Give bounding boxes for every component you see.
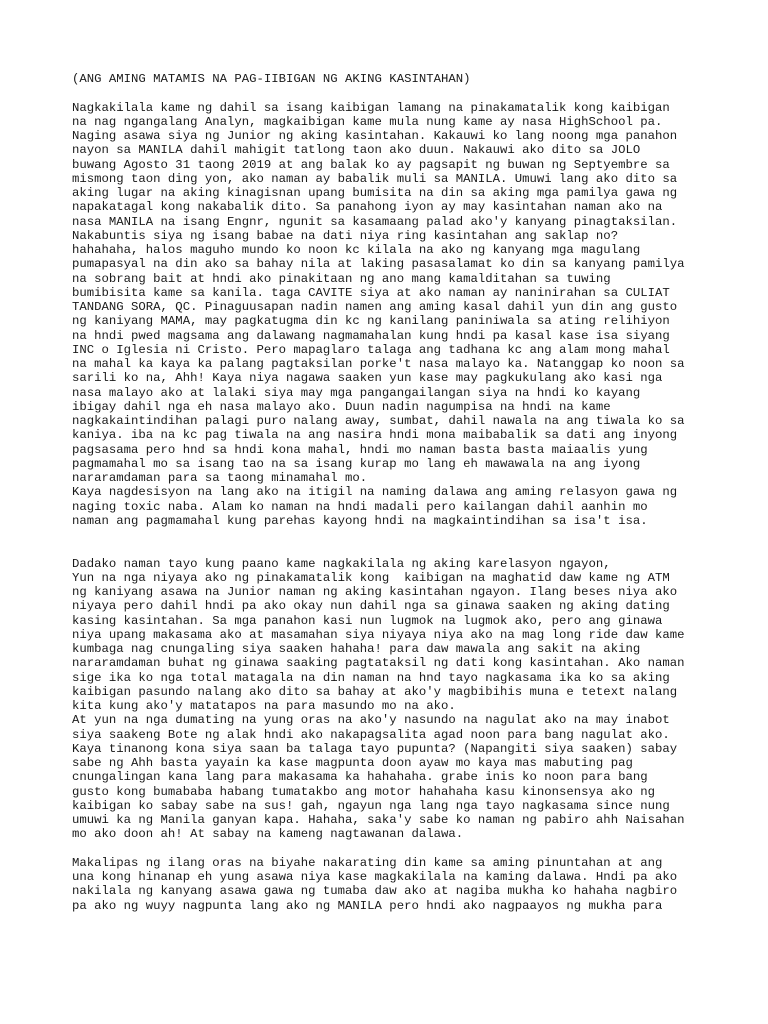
- text-line: pumapasyal na din ako sa bahay nila at laking pasasalamat ko din sa kanyang pamilya: [72, 257, 685, 272]
- text-line: niya upang makasama ako at masamahan siya niyaya niya ako na mag long ride daw kame: [72, 627, 685, 642]
- document-body: [72, 72, 732, 913]
- text-line: napakatagal kong nakabalik dito. Sa panahong iyon ay may kasintahan naman ako na: [72, 200, 663, 215]
- text-line: sarili ko na, Ahh! Kaya niya nagawa saaken yun kase may pagkukulang ako kasi nga: [72, 371, 663, 386]
- text-line: gusto kong bumababa habang tumatakbo ang motor hahahaha kasu kinonsensya ako ng: [72, 784, 655, 799]
- document-paragraphs: [72, 101, 732, 913]
- text-line: hahahaha, halos maguho mundo ko noon kc kilala na ako ng kanyang mga magulang: [72, 243, 641, 257]
- text-line: mismong taon ding yon, ako naman ay babalik muli sa MANILA. Umuwi lang ako dito sa: [72, 171, 678, 186]
- text-line: kasing kasintahan. Sa mga panahon kasi nun lugmok na lugmok ako, pero ang ginawa: [72, 613, 663, 628]
- text-line: nasa MANILA na isang Engnr, ngunit sa kasamaang palad ako'y kanyang pinagtaksilan.: [72, 214, 678, 229]
- text-line: At yun na nga dumating na yung oras na ako'y nasundo na nagulat ako na may inabot: [72, 713, 670, 728]
- document-title: (ANG AMING MATAMIS NA PAG-IIBIGAN NG AKING KASINTAHAN): [72, 72, 471, 86]
- text-line: Kaya tinanong kona siya saan ba talaga tayo pupunta? (Napangiti siya saaken) sabay: [72, 741, 678, 756]
- text-line: pa ako ng wuyy nagpunta lang ako ng MANILA pero hndi ako nagpaayos ng mukha para: [72, 898, 663, 913]
- text-line: na sobrang bait at hndi ako pinakitaan ng ano mang kamalditahan sa tuwing: [72, 271, 611, 286]
- text-line: sabe ng Ahh basta yayain ka kase magpunta doon ayaw mo kaya mas mabuting pag: [72, 756, 633, 770]
- text-line: kita kung ako'y matatapos na para masundo mo na ako.: [72, 699, 456, 713]
- paragraph: [72, 856, 732, 913]
- text-line: ng kaniyang MAMA, may pagkatugma din kc ng kanilang paniniwala sa ating relihiyon: [72, 314, 670, 329]
- text-line: nararamdaman para sa taong minamahal mo.: [72, 471, 368, 485]
- text-line: buwang Agosto 31 taong 2019 at ang balak ko ay pagsapit ng buwan ng Septyembre sa: [72, 157, 670, 172]
- text-line: kaibigan pasundo nalang ako dito sa bahay at ako'y magbibihis muna e tetext nalang: [72, 684, 678, 699]
- text-line: Makalipas ng ilang oras na biyahe nakarating din kame sa aming pinuntahan at ang: [72, 855, 663, 870]
- paragraph: [72, 101, 732, 529]
- text-line: siya saakeng Bote ng alak hndi ako nakapagsalita agad noon para bang nagulat ako.: [72, 727, 670, 742]
- text-line: na hndi pwed magsama ang dalawang nagmamahalan kung hndi pa kasal kase isa siyang: [72, 328, 670, 343]
- text-line: Nakabuntis siya ng isang babae na dati niya ring kasintahan ang saklap no?: [72, 228, 619, 243]
- text-line: aking lugar na aking kinagisnan upang bumisita na din sa aking mga pamilya gawa ng: [72, 186, 678, 200]
- text-line: una kong hinanap eh yung asawa niya kase magkakilala na kaming dalawa. Hndi pa ako: [72, 870, 678, 884]
- text-line: Kaya nagdesisyon na lang ako na itigil na naming dalawa ang aming relasyon gawa ng: [72, 485, 678, 500]
- text-line: sige ika ko nga total matagala na din naman na hnd tayo nagkasama ika ko sa aking: [72, 670, 670, 685]
- text-line: na nag ngangalang Analyn, magkaibigan kame mula nung kame ay nasa HighSchool pa.: [72, 114, 663, 129]
- text-line: pagmamahal mo sa isang tao na sa isang kurap mo lang eh mawawala na ang iyong: [72, 456, 641, 471]
- text-line: umuwi ka ng Manila ganyan kapa. Hahaha, saka'y sabe ko naman ng pabiro ahh Naisahan: [72, 813, 685, 827]
- paragraph: [72, 557, 732, 842]
- paragraph-gap: [72, 542, 732, 556]
- text-line: pagsasama pero hnd sa hndi kona mahal, hndi mo naman basta basta maiaalis yung: [72, 442, 648, 457]
- text-line: ibigay dahil nga eh nasa malayo ako. Duun nadin nagumpisa na hndi na kame: [72, 399, 611, 414]
- text-line: Dadako naman tayo kung paano kame nagkakilala ng aking karelasyon ngayon,: [72, 556, 611, 571]
- text-line: naman ang pagmamahal kung parehas kayong hndi na magkaintindihan sa isa't isa.: [72, 513, 648, 528]
- paragraph-gap: [72, 842, 732, 856]
- text-line: kaibigan ko sabay sabe na sus! gah, ngayun nga lang nga tayo nagkasama since nung: [72, 798, 670, 813]
- paragraph-gap: [72, 528, 732, 542]
- text-line: nararamdaman buhat ng ginawa saaking pagtataksil ng dati kong kasintahan. Ako naman: [72, 656, 685, 671]
- text-line: nagkakaintindihan palagi puro nalang away, sumbat, dahil nawala na ang tiwala ko sa: [72, 414, 685, 428]
- text-line: niyaya pero dahil hndi pa ako okay nun dahil nga sa ginawa saaken ng aking dating: [72, 599, 670, 614]
- text-line: cnungalingan kana lang para makasama ka hahahaha. grabe inis ko noon para bang: [72, 770, 648, 785]
- text-line: Yun na nga niyaya ako ng pinakamatalik kong kaibigan na maghatid daw kame ng ATM: [72, 570, 670, 585]
- text-line: Naging asawa siya ng Junior ng aking kasintahan. Kakauwi ko lang noong mga panahon: [72, 129, 678, 143]
- text-line: INC o Iglesia ni Cristo. Pero mapaglaro talaga ang tadhana kc ang alam mong mahal: [72, 342, 670, 357]
- text-line: Nagkakilala kame ng dahil sa isang kaibigan lamang na pinakamatalik kong kaibigan: [72, 100, 670, 115]
- text-line: kumbaga nag cnungaling siya saaken hahaha! para daw mawala ang sakit na aking: [72, 642, 641, 656]
- text-line: ng kaniyang asawa na Junior naman ng aking kasintahan ngayon. Ilang beses niya ako: [72, 585, 678, 599]
- text-line: nayon sa MANILA dahil mahigit tatlong taon ako duun. Nakauwi ako dito sa JOLO: [72, 143, 641, 158]
- text-line: TANDANG SORA, QC. Pinaguusapan nadin namen ang aming kasal dahil yun din ang gusto: [72, 300, 678, 314]
- text-line: naging toxic naba. Alam ko naman na hndi madali pero kailangan dahil aanhin mo: [72, 499, 648, 514]
- text-line: bumibisita kame sa kanila. taga CAVITE siya at ako naman ay naninirahan sa CULIAT: [72, 285, 670, 300]
- text-line: na mahal ka kaya ka palang pagtaksilan porke't nasa malayo ka. Natanggap ko noon sa: [72, 357, 685, 371]
- text-line: mo ako doon ah! At sabay na kameng nagtawanan dalawa.: [72, 827, 464, 842]
- text-line: nasa malayo ako at lalaki siya may mga pangangailangan siya na hndi ko kayang: [72, 385, 641, 400]
- text-line: nakilala ng kanyang asawa gawa ng tumaba daw ako at nagiba mukha ko hahaha nagbiro: [72, 884, 678, 899]
- text-line: kaniya. iba na kc pag tiwala na ang nasira hndi mona maibabalik sa dati ang inyong: [72, 428, 678, 443]
